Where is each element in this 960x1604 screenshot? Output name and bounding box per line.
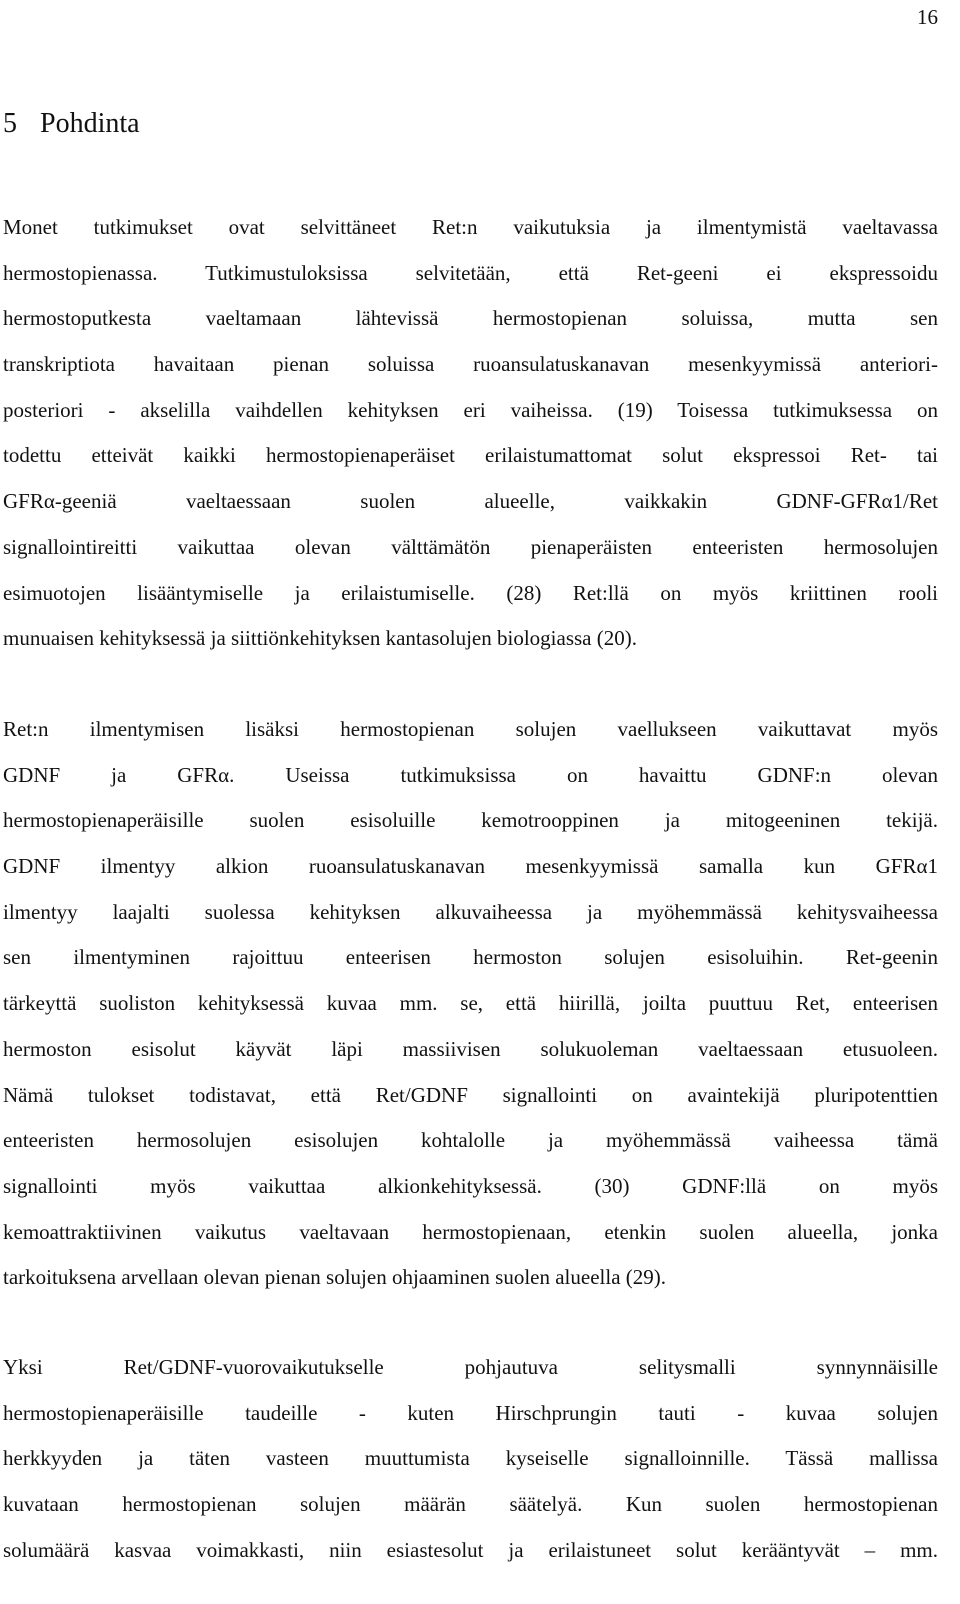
text-line: posteriori - akselilla vaihdellen kehityksen eri vaiheissa. (19) Toisessa tutkimuksessa on bbox=[3, 397, 938, 422]
text-line: todettu etteivät kaikki hermostopienaperäiset erilaistumattomat solut ekspressoi Ret- tai bbox=[3, 443, 938, 468]
text-line: hermostopienaperäisille suolen esisoluille kemotrooppinen ja mitogeeninen tekijä. bbox=[3, 808, 938, 833]
text-line: munuaisen kehityksessä ja siittiönkehityksen kantasolujen biologiassa (20). bbox=[3, 626, 637, 651]
text-line: herkkyyden ja täten vasteen muuttumista kyseiselle signalloinnille. Tässä mallissa bbox=[3, 1446, 938, 1471]
text-line: Monet tutkimukset ovat selvittäneet Ret:n vaikutuksia ja ilmentymistä vaeltavassa bbox=[3, 215, 938, 239]
text-line: signallointireitti vaikuttaa olevan välttämätön pienaperäisten enteeristen hermosolujen bbox=[3, 534, 938, 559]
text-line: transkriptiota havaitaan pienan soluissa ruoansulatuskanavan mesenkyymissä anteriori- bbox=[3, 352, 938, 377]
text-line: GDNF ilmentyy alkion ruoansulatuskanavan mesenkyymissä samalla kun GFRα1 bbox=[3, 854, 938, 879]
text-line: tarkoituksena arvellaan olevan pienan solujen ohjaaminen suolen alueella (29). bbox=[3, 1265, 667, 1290]
text-line: Ret:n ilmentymisen lisäksi hermostopienan solujen vaellukseen vaikuttavat myös bbox=[3, 717, 938, 741]
text-line: kemoattraktiivinen vaikutus vaeltavaan hermostopienaan, etenkin suolen alueella, jonka bbox=[3, 1219, 938, 1244]
text-line: solumäärä kasvaa voimakkasti, niin esiastesolut ja erilaistuneet solut kerääntyvät – mm. bbox=[3, 1537, 938, 1562]
paragraph-1 bbox=[3, 205, 938, 662]
paragraph-2 bbox=[3, 707, 938, 1301]
text-line: ilmentyy laajalti suolessa kehityksen alkuvaiheessa ja myöhemmässä kehitysvaiheessa bbox=[3, 899, 938, 924]
section-heading bbox=[3, 106, 140, 142]
text-line: enteeristen hermosolujen esisolujen kohtalolle ja myöhemmässä vaiheessa tämä bbox=[3, 1128, 938, 1153]
text-line: esimuotojen lisääntymiselle ja erilaistumiselle. (28) Ret:llä on myös kriittinen rooli bbox=[3, 580, 938, 605]
paragraph-3 bbox=[3, 1345, 938, 1573]
text-line: Yksi Ret/GDNF-vuorovaikutukselle pohjautuva selitysmalli synnynnäisille bbox=[3, 1355, 938, 1379]
text-line: signallointi myös vaikuttaa alkionkehityksessä. (30) GDNF:llä on myös bbox=[3, 1173, 938, 1198]
text-line: tärkeyttä suoliston kehityksessä kuvaa mm. se, että hiirillä, joilta puuttuu Ret, enteerisen bbox=[3, 991, 938, 1016]
text-line: Nämä tulokset todistavat, että Ret/GDNF signallointi on avaintekijä pluripotenttien bbox=[3, 1082, 938, 1107]
section-number: 5 bbox=[3, 108, 17, 139]
text-line: hermostoputkesta vaeltamaan lähtevissä hermostopienan soluissa, mutta sen bbox=[3, 306, 938, 331]
section-title: Pohdinta bbox=[40, 108, 140, 139]
text-line: kuvataan hermostopienan solujen määrän säätelyä. Kun suolen hermostopienan bbox=[3, 1492, 938, 1517]
text-line: hermostopienassa. Tutkimustuloksissa selvitetään, että Ret-geeni ei ekspressoidu bbox=[3, 260, 938, 285]
page-number: 16 bbox=[917, 5, 938, 29]
text-line: GFRα-geeniä vaeltaessaan suolen alueelle, vaikkakin GDNF-GFRα1/Ret bbox=[3, 489, 938, 514]
text-line: hermostopienaperäisille taudeille - kuten Hirschprungin tauti - kuvaa solujen bbox=[3, 1400, 938, 1425]
text-line: sen ilmentyminen rajoittuu enteerisen hermoston solujen esisoluihin. Ret-geenin bbox=[3, 945, 938, 970]
text-line: hermoston esisolut käyvät läpi massiivisen solukuoleman vaeltaessaan etusuoleen. bbox=[3, 1036, 938, 1061]
text-line: GDNF ja GFRα. Useissa tutkimuksissa on havaittu GDNF:n olevan bbox=[3, 762, 938, 787]
